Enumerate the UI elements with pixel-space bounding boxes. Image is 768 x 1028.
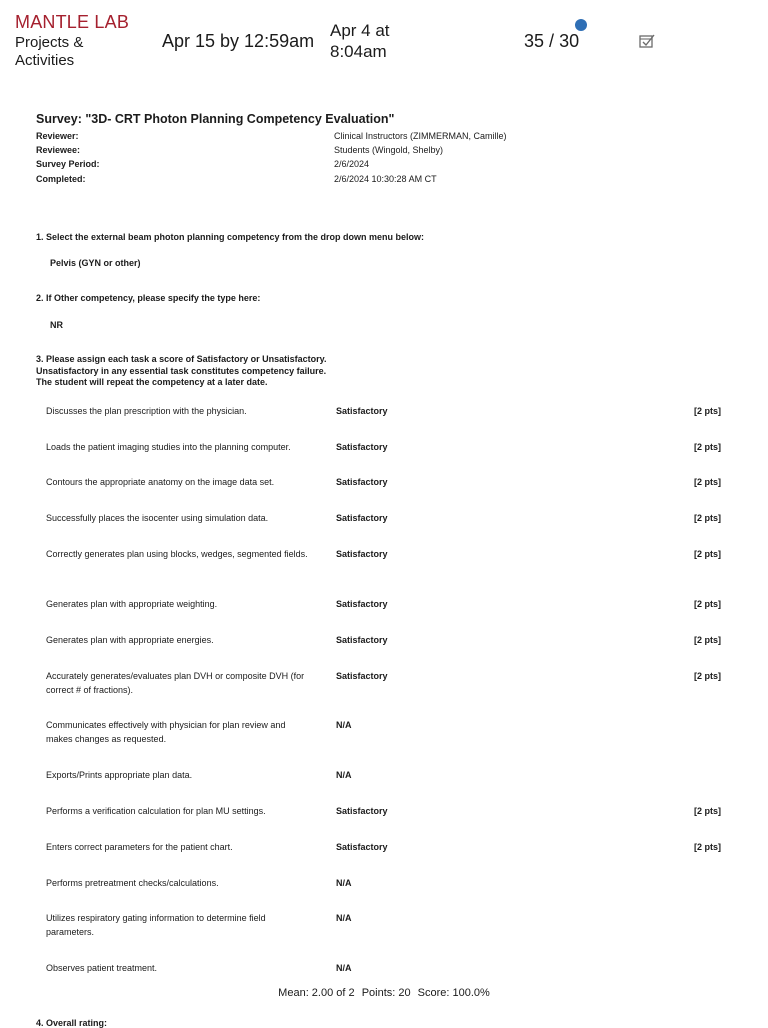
assignment-header [0, 0, 768, 80]
question-3-line-1: 3. Please assign each task a score of Satisfactory or Unsatisfactory. [36, 354, 327, 364]
meta-value-reviewee: Students (Wingold, Shelby) [334, 145, 444, 155]
task-rating: N/A [336, 913, 352, 923]
task-rating: Satisfactory [336, 549, 388, 559]
task-points: [2 pts] [694, 549, 721, 559]
task-rating: N/A [336, 720, 352, 730]
meta-label-reviewer: Reviewer: [36, 131, 79, 141]
assignment-name[interactable]: Projects & Activities [15, 34, 84, 69]
meta-label-period: Survey Period: [36, 159, 100, 169]
task-text: Generates plan with appropriate energies. [46, 635, 214, 645]
task-text: Utilizes respiratory gating information to determine field parameters. [46, 913, 266, 937]
question-3-text [36, 354, 336, 389]
task-rating: Satisfactory [336, 635, 388, 645]
status-dot-icon [575, 19, 587, 31]
score-summary [0, 987, 768, 999]
meta-label-reviewee: Reviewee: [36, 145, 81, 155]
grade-score: 35 [524, 31, 545, 51]
task-points: [2 pts] [694, 406, 721, 416]
task-rating: Satisfactory [336, 406, 388, 416]
summary-points: Points: 20 [361, 987, 411, 999]
task-text: Enters correct parameters for the patient chart. [46, 842, 233, 852]
task-text: Communicates effectively with physician for plan review and makes changes as requested. [46, 720, 286, 744]
task-points: [2 pts] [694, 442, 721, 452]
question-3-line-2: Unsatisfactory in any essential task constitutes competency failure. [36, 365, 327, 376]
question-3-line-3: The student will repeat the competency at a later date. [36, 377, 268, 387]
task-points: [2 pts] [694, 842, 721, 852]
task-rating: N/A [336, 770, 352, 780]
task-rating: N/A [336, 878, 352, 888]
grade [524, 31, 579, 52]
task-points: [2 pts] [694, 671, 721, 681]
task-text: Successfully places the isocenter using simulation data. [46, 513, 269, 523]
task-text: Performs a verification calculation for plan MU settings. [46, 806, 266, 816]
question-1-text: 1. Select the external beam photon planning competency from the drop down menu below: [36, 232, 425, 242]
task-points: [2 pts] [694, 513, 721, 523]
meta-value-reviewer: Clinical Instructors (ZIMMERMAN, Camille) [334, 131, 507, 141]
task-points: [2 pts] [694, 599, 721, 609]
task-text: Loads the patient imaging studies into the planning computer. [46, 442, 291, 452]
question-2-answer: NR [50, 320, 63, 330]
due-date: Apr 15 by 12:59am [162, 31, 315, 51]
task-text: Contours the appropriate anatomy on the image data set. [46, 477, 275, 487]
task-points: [2 pts] [694, 477, 721, 487]
meta-value-completed: 2/6/2024 10:30:28 AM CT [334, 174, 437, 184]
grade-separator: / [549, 31, 555, 51]
meta-label-completed: Completed: [36, 174, 86, 184]
task-text: Generates plan with appropriate weighting. [46, 599, 218, 609]
summary-mean: Mean: 2.00 of 2 [278, 987, 355, 999]
task-rating: Satisfactory [336, 477, 388, 487]
question-4-text: 4. Overall rating: [36, 1018, 108, 1028]
task-points: [2 pts] [694, 806, 721, 816]
task-rating: Satisfactory [336, 842, 388, 852]
meta-value-period: 2/6/2024 [334, 159, 370, 169]
task-rating: Satisfactory [336, 442, 388, 452]
task-text: Exports/Prints appropriate plan data. [46, 770, 193, 780]
task-points: [2 pts] [694, 635, 721, 645]
task-text: Discusses the plan prescription with the physician. [46, 406, 247, 416]
task-text: Observes patient treatment. [46, 963, 158, 973]
grade-edit-icon[interactable] [638, 32, 656, 50]
task-rating: N/A [336, 963, 352, 973]
course-name[interactable]: MANTLE LAB [15, 12, 130, 32]
grade-total: 30 [559, 31, 580, 51]
task-text: Performs pretreatment checks/calculations. [46, 878, 219, 888]
submitted-date: Apr 4 at 8:04am [330, 21, 390, 61]
task-rating: Satisfactory [336, 599, 388, 609]
task-text: Accurately generates/evaluates plan DVH or composite DVH (for correct # of fractions). [46, 671, 305, 695]
question-2-text: 2. If Other competency, please specify the type here: [36, 293, 261, 303]
task-text: Correctly generates plan using blocks, wedges, segmented fields. [46, 549, 308, 559]
task-rating: Satisfactory [336, 513, 388, 523]
summary-score: Score: 100.0% [417, 987, 490, 999]
task-rating: Satisfactory [336, 671, 388, 681]
question-1-answer: Pelvis (GYN or other) [50, 258, 141, 268]
survey-title: Survey: "3D- CRT Photon Planning Competency Evaluation" [36, 112, 395, 126]
task-rating: Satisfactory [336, 806, 388, 816]
